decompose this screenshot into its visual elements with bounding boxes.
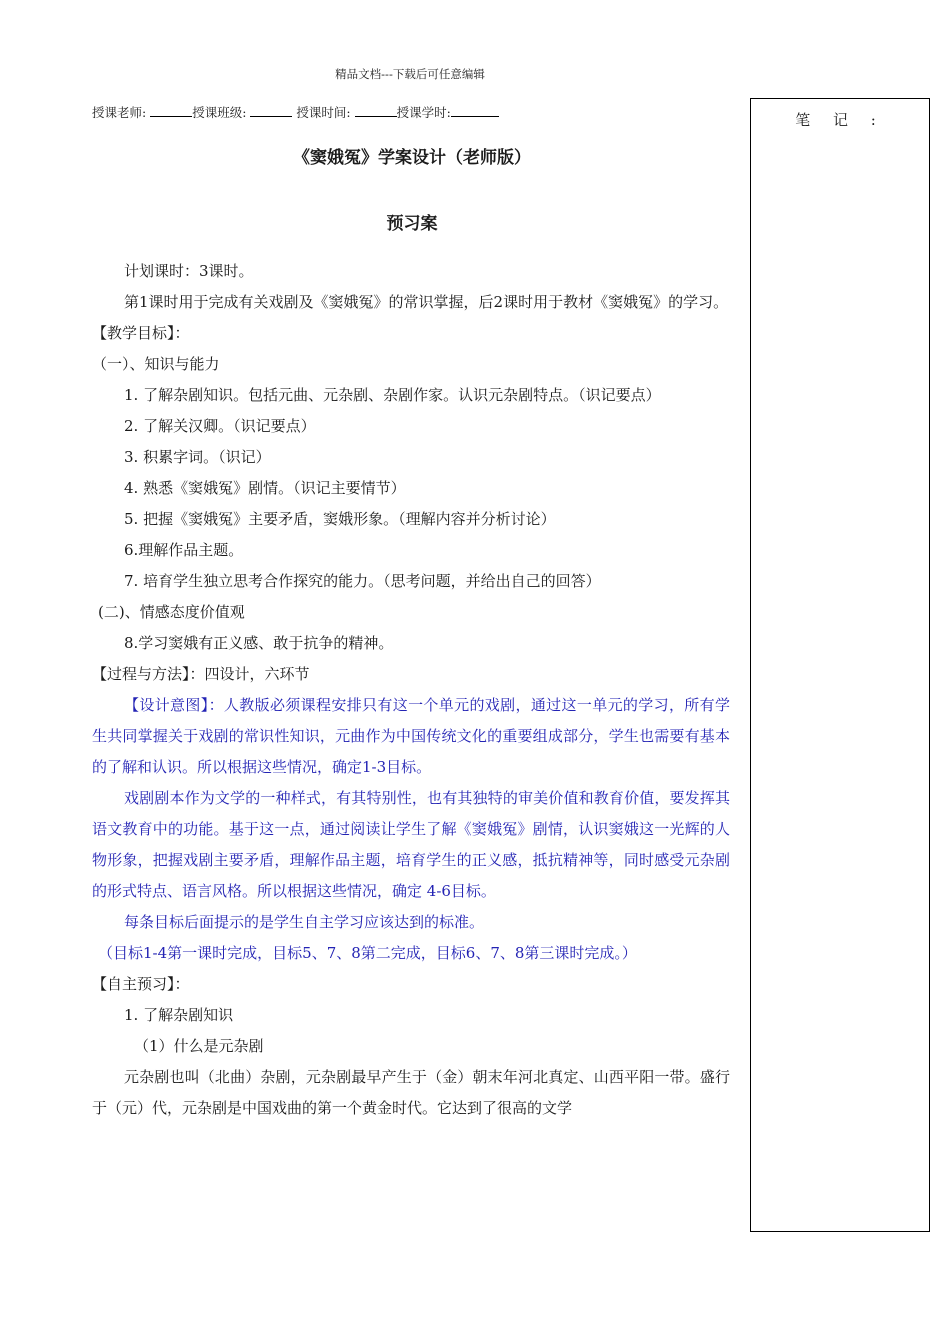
list-item: 1. 了解杂剧知识。包括元曲、元杂剧、杂剧作家。认识元杂剧特点。（识记要点）: [124, 386, 661, 404]
list-item: 5. 把握《窦娥冤》主要矛盾，窦娥形象。（理解内容并分析讨论）: [124, 510, 556, 528]
notes-box: [750, 98, 930, 1232]
time-label: 授课时间:: [296, 105, 351, 120]
section-heading: 【自主预习】：: [92, 975, 190, 993]
design-intent-paragraph: 戏剧剧本作为文学的一种样式，有其特别性，也有其独特的审美价值和教育价值，要发挥其语文教育中的功能。基于这一点，通过阅读让学生了解《窦娥冤》剧情，认识窦娥这一光辉的人物形象，把握戏剧主要矛盾，理解作品主题，培育学生的正义感，抵抗精神等，同时感受元杂剧的形式特点、语言风格。所以根据这些情况，确定 4-6目标。: [92, 789, 730, 900]
time-blank: [355, 105, 397, 117]
design-intent-paragraph: 每条目标后面提示的是学生自主学习应该达到的标准。: [124, 913, 485, 931]
watermark: 精品文档---下载后可任意编辑: [335, 67, 485, 81]
list-item: 3. 积累字词。（识记）: [124, 448, 271, 466]
list-item: 4. 熟悉《窦娥冤》剧情。（识记主要情节）: [124, 479, 406, 497]
list-item: 6.理解作品主题。: [124, 541, 244, 559]
list-item: （1）什么是元杂剧: [134, 1037, 264, 1055]
list-item: 2. 了解关汉卿。（识记要点）: [124, 417, 316, 435]
class-blank: [250, 105, 292, 117]
section-title: 预习案: [386, 214, 438, 234]
paragraph: 元杂剧也叫（北曲）杂剧，元杂剧最早产生于（金）朝末年河北真定、山西平阳一带。盛行于（元）代，元杂剧是中国戏曲的第一个黄金时代。它达到了很高的文学: [92, 1068, 730, 1117]
hours-blank: [451, 105, 499, 117]
notes-title: 笔 记 :: [795, 111, 885, 129]
list-item: 1. 了解杂剧知识: [124, 1006, 234, 1024]
list-item: 8.学习窦娥有正义感、敢于抗争的精神。: [124, 634, 394, 652]
teacher-label: 授课老师:: [92, 105, 147, 120]
document-body: [92, 256, 730, 1124]
section-heading: 【教学目标】：: [92, 324, 190, 342]
teacher-blank: [150, 105, 192, 117]
design-intent-paragraph: （目标1-4第一课时完成，目标5、7、8第二完成，目标6、7、8第三课时完成。）: [98, 944, 637, 962]
hours-label: 授课学时:: [396, 105, 451, 120]
section-heading: 【过程与方法】：四设计，六环节: [92, 665, 310, 683]
design-intent-paragraph: 【设计意图】：人教版必须课程安排只有这一个单元的戏剧，通过这一单元的学习，所有学生共同掌握关于戏剧的常识性知识，元曲作为中国传统文化的重要组成部分，学生也需要有基本的了解和认识。所以根据这些情况，确定1-3目标。: [92, 696, 730, 776]
subsection-heading: (二)、情感态度价值观: [98, 603, 245, 621]
subsection-heading: （一）、知识与能力: [92, 355, 220, 373]
list-item: 7. 培育学生独立思考合作探究的能力。（思考问题，并给出自己的回答）: [124, 572, 601, 590]
document-title: 《窦娥冤》学案设计（老师版）: [293, 148, 531, 168]
class-label: 授课班级:: [192, 105, 247, 120]
paragraph: 计划课时：3课时。: [124, 262, 254, 280]
course-meta-line: [92, 103, 499, 121]
paragraph: 第1课时用于完成有关戏剧及《窦娥冤》的常识掌握，后2课时用于教材《窦娥冤》的学习。: [124, 293, 729, 311]
